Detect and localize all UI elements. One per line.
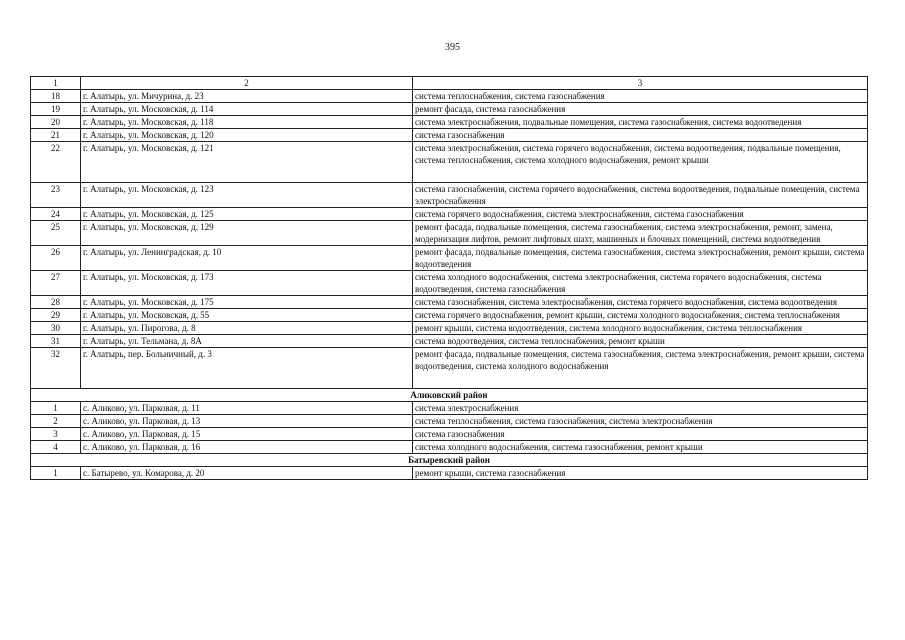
row-number: 1 [31, 467, 81, 480]
row-address: г. Алатырь, ул. Тельмана, д. 8А [81, 335, 413, 348]
row-works: система электроснабжения, система горячего водоснабжения, система водоотведения, подвальные помещения, система теплоснабжения, система холодного водоснабжения, ремонт крыши [413, 142, 868, 183]
row-number: 24 [31, 208, 81, 221]
row-number: 31 [31, 335, 81, 348]
row-address: с. Аликово, ул. Парковая, д. 11 [81, 402, 413, 415]
row-address: с. Аликово, ул. Парковая, д. 15 [81, 428, 413, 441]
row-address: с. Аликово, ул. Парковая, д. 13 [81, 415, 413, 428]
table-row [31, 296, 868, 309]
row-number: 20 [31, 116, 81, 129]
table-row [31, 348, 868, 389]
row-address: г. Алатырь, ул. Пирогова, д. 8 [81, 322, 413, 335]
table-row [31, 208, 868, 221]
table-row [31, 246, 868, 271]
row-address: г. Алатырь, ул. Московская, д. 129 [81, 221, 413, 246]
row-works: система газоснабжения [413, 129, 868, 142]
column-number-3: 3 [413, 77, 868, 90]
table-row [31, 415, 868, 428]
row-works: ремонт фасада, подвальные помещения, система газоснабжения, система электроснабжения, ремонт крыши, система водоотведения [413, 246, 868, 271]
row-works: ремонт крыши, система водоотведения, система холодного водоснабжения, система теплоснабжения [413, 322, 868, 335]
row-works: ремонт крыши, система газоснабжения [413, 467, 868, 480]
row-address: г. Алатырь, ул. Московская, д. 125 [81, 208, 413, 221]
row-address: г. Алатырь, ул. Мичурина, д. 23 [81, 90, 413, 103]
row-works: система холодного водоснабжения, система газоснабжения, ремонт крыши [413, 441, 868, 454]
row-number: 32 [31, 348, 81, 389]
row-number: 21 [31, 129, 81, 142]
row-address: г. Алатырь, ул. Московская, д. 121 [81, 142, 413, 183]
row-number: 23 [31, 183, 81, 208]
table-row [31, 116, 868, 129]
row-address: г. Алатырь, ул. Московская, д. 173 [81, 271, 413, 296]
row-number: 27 [31, 271, 81, 296]
row-number: 22 [31, 142, 81, 183]
table-row [31, 309, 868, 322]
table-row [31, 90, 868, 103]
row-number: 25 [31, 221, 81, 246]
table-row [31, 221, 868, 246]
section-heading: Батыревский район [31, 454, 868, 467]
row-works: система газоснабжения [413, 428, 868, 441]
row-number: 3 [31, 428, 81, 441]
table-row [31, 428, 868, 441]
row-address: г. Алатырь, ул. Московская, д. 123 [81, 183, 413, 208]
row-works: система горячего водоснабжения, ремонт крыши, система холодного водоснабжения, система теплоснабжения [413, 309, 868, 322]
table-row [31, 183, 868, 208]
row-works: система горячего водоснабжения, система электроснабжения, система газоснабжения [413, 208, 868, 221]
row-works: система теплоснабжения, система газоснабжения [413, 90, 868, 103]
row-works: ремонт фасада, подвальные помещения, система газоснабжения, система электроснабжения, ремонт крыши, система водоотведения, система холодного водоснабжения [413, 348, 868, 389]
row-number: 28 [31, 296, 81, 309]
row-number: 4 [31, 441, 81, 454]
table-row [31, 335, 868, 348]
section-heading: Аликовский район [31, 389, 868, 402]
row-address: г. Алатырь, ул. Московская, д. 175 [81, 296, 413, 309]
table-row [31, 322, 868, 335]
row-works: система холодного водоснабжения, система электроснабжения, система горячего водоснабжения, система водоотведения, система газоснабжения [413, 271, 868, 296]
row-number: 18 [31, 90, 81, 103]
row-address: г. Алатырь, пер. Больничный, д. 3 [81, 348, 413, 389]
row-works: система теплоснабжения, система газоснабжения, система электроснабжения [413, 415, 868, 428]
table-row [31, 402, 868, 415]
row-address: г. Алатырь, ул. Московская, д. 55 [81, 309, 413, 322]
row-works: ремонт фасада, система газоснабжения [413, 103, 868, 116]
table-row [31, 103, 868, 116]
row-number: 29 [31, 309, 81, 322]
column-number-row [31, 77, 868, 90]
row-address: г. Алатырь, ул. Московская, д. 114 [81, 103, 413, 116]
row-number: 1 [31, 402, 81, 415]
page-number: 395 [445, 42, 460, 53]
row-address: с. Батырево, ул. Комарова, д. 20 [81, 467, 413, 480]
row-address: г. Алатырь, ул. Ленинградская, д. 10 [81, 246, 413, 271]
row-works: система электроснабжения, подвальные помещения, система газоснабжения, система водоотведения [413, 116, 868, 129]
row-number: 26 [31, 246, 81, 271]
table-row [31, 467, 868, 480]
table-row [31, 441, 868, 454]
row-address: с. Аликово, ул. Парковая, д. 16 [81, 441, 413, 454]
section-row [31, 454, 868, 467]
row-address: г. Алатырь, ул. Московская, д. 118 [81, 116, 413, 129]
column-number-2: 2 [81, 77, 413, 90]
row-number: 2 [31, 415, 81, 428]
row-address: г. Алатырь, ул. Московская, д. 120 [81, 129, 413, 142]
row-number: 30 [31, 322, 81, 335]
row-works: система газоснабжения, система горячего водоснабжения, система водоотведения, подвальные помещения, система электроснабжения [413, 183, 868, 208]
column-number-1: 1 [31, 77, 81, 90]
buildings-table [30, 76, 868, 480]
table-row [31, 142, 868, 183]
row-works: система электроснабжения [413, 402, 868, 415]
row-works: система водоотведения, система теплоснабжения, ремонт крыши [413, 335, 868, 348]
table-row [31, 129, 868, 142]
table-row [31, 271, 868, 296]
row-works: ремонт фасада, подвальные помещения, система газоснабжения, система электроснабжения, ремонт, замена, модернизация лифтов, ремонт лифтовых шахт, машинных и блочных помещений, система водоотведения [413, 221, 868, 246]
row-number: 19 [31, 103, 81, 116]
section-row [31, 389, 868, 402]
row-works: система газоснабжения, система электроснабжения, система горячего водоснабжения, система водоотведения [413, 296, 868, 309]
